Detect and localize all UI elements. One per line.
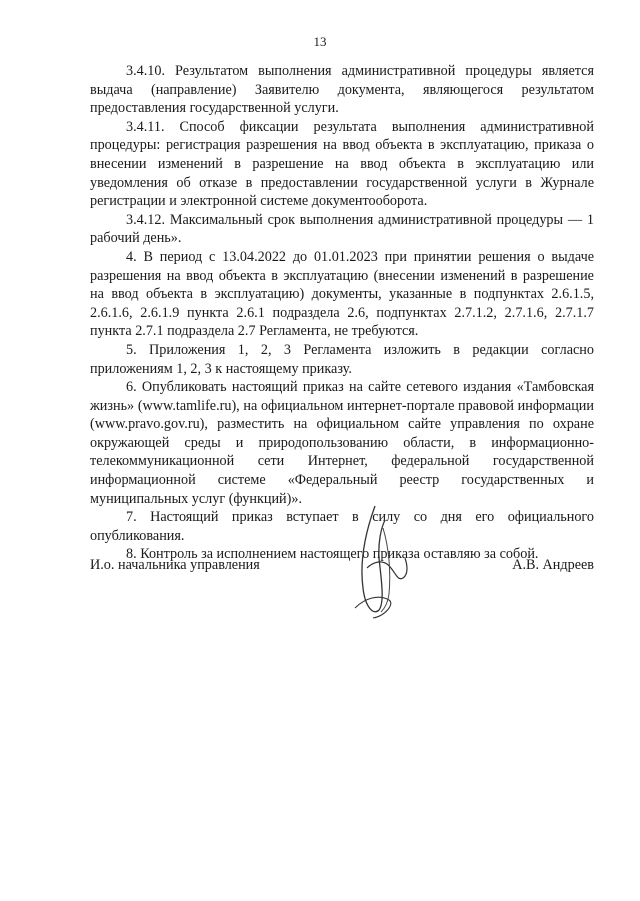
signer-name: А.В. Андреев [512, 557, 594, 573]
document-body [90, 62, 594, 564]
paragraph-3-4-10: 3.4.10. Результатом выполнения административной процедуры является выдача (направление) Заявителю документа, являющегося результатом предоставления государственной услуги. [90, 63, 594, 117]
paragraph-6: 6. Опубликовать настоящий приказ на сайте сетевого издания «Тамбовская жизнь» (www.tamlife.ru), на официальном интернет-портале правовой информации (www.pravo.gov.ru), разместить на официальном сайте управления по охране окружающей среды и природопользованию области, в информационно-телекоммуникационной сети Интернет, федеральной государственной информационной системе «Федеральный реестр государственных и муниципальных услуг (функций)». [90, 379, 594, 507]
page-number: 13 [313, 34, 327, 49]
paragraph-3-4-11: 3.4.11. Способ фиксации результата выполнения административной процедуры: регистрация разрешения на ввод объекта в эксплуатацию, приказа о внесении изменений в разрешение на ввод объекта в эксплуатацию или уведомления об отказе в предоставлении государственной услуги в Журнале регистрации и электронной системе документооборота. [90, 118, 594, 210]
signer-position: И.о. начальника управления [90, 557, 260, 573]
paragraph-4: 4. В период с 13.04.2022 до 01.01.2023 при принятии решения о выдаче разрешения на ввод объекта в эксплуатацию (внесении изменений в разрешение на ввод объекта в эксплуатацию) документы, указанные в подпунктах 2.6.1.5, 2.6.1.6, 2.6.1.9 пункта 2.6.1 подраздела 2.6, подпунктах 2.7.1.2, 2.7.1.6, 2.7.1.7 пункта 2.7.1 подраздела 2.7 Регламента, не требуются. [90, 248, 594, 340]
handwritten-signature [345, 498, 425, 628]
paragraph-5: 5. Приложения 1, 2, 3 Регламента изложить в редакции согласно приложениям 1, 2, 3 к настоящему приказу. [90, 341, 594, 377]
paragraph-3-4-12: 3.4.12. Максимальный срок выполнения административной процедуры — 1 рабочий день». [90, 211, 594, 247]
paragraph-8: 8. Контроль за исполнением настоящего приказа оставляю за собой. [126, 546, 539, 563]
paragraph-7: 7. Настоящий приказ вступает в силу со дня его официального опубликования. [90, 509, 594, 544]
